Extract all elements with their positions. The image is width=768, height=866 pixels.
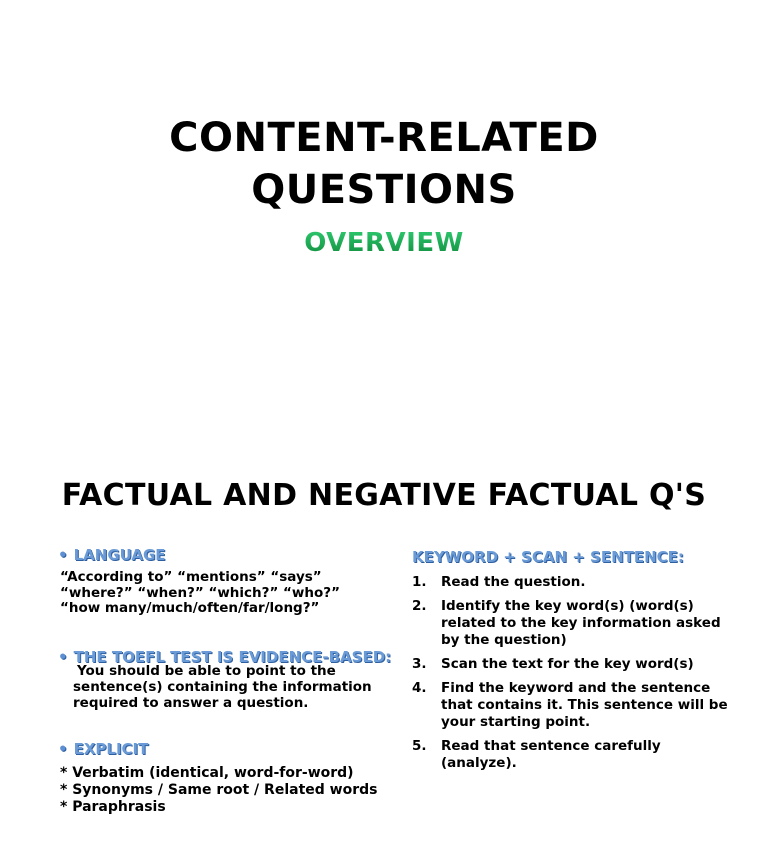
- step-item: [412, 738, 752, 772]
- step-text: [441, 574, 752, 591]
- step-number: 5.: [412, 738, 427, 754]
- title-line-2: QUESTIONS: [251, 167, 517, 213]
- toefl-line: sentence(s) containing the information: [73, 679, 372, 695]
- steps-list: [412, 574, 752, 779]
- step-item: [412, 656, 752, 673]
- list-item: * Verbatim (identical, word-for-word): [60, 765, 354, 781]
- step-text: [441, 598, 752, 649]
- list-item: * Synonyms / Same root / Related words: [60, 782, 378, 798]
- language-line: “how many/much/often/far/long?”: [60, 600, 320, 616]
- step-text: [441, 738, 752, 772]
- language-examples: [60, 570, 390, 617]
- toefl-heading-text: THE TOEFL TEST IS EVIDENCE-BASED:: [73, 648, 392, 666]
- step-number: 1.: [412, 574, 427, 590]
- explicit-heading-text: EXPLICIT: [73, 740, 149, 758]
- bullet-icon: •: [58, 546, 68, 564]
- step-line: by the question): [441, 632, 567, 648]
- language-heading-text: LANGUAGE: [73, 546, 166, 564]
- step-line: related to the key information asked: [441, 615, 721, 631]
- step-line: (analyze).: [441, 755, 517, 771]
- step-line: Scan the text for the key word(s): [441, 656, 694, 672]
- step-line: your starting point.: [441, 714, 591, 730]
- step-line: that contains it. This sentence will be: [441, 697, 728, 713]
- language-heading: [58, 546, 166, 564]
- step-number: 4.: [412, 680, 427, 696]
- step-number: 2.: [412, 598, 427, 614]
- slide-subtitle: OVERVIEW: [0, 228, 768, 258]
- step-line: Read the question.: [441, 574, 586, 590]
- step-line: Identify the key word(s) (word(s): [441, 598, 694, 614]
- bullet-icon: •: [58, 740, 68, 758]
- step-line: Read that sentence carefully: [441, 738, 661, 754]
- step-item: [412, 680, 752, 731]
- list-item: * Paraphrasis: [60, 799, 166, 815]
- language-line: “where?” “when?” “which?” “who?”: [60, 584, 340, 601]
- keyword-heading: KEYWORD + SCAN + SENTENCE:: [412, 548, 684, 566]
- toefl-description: [73, 663, 393, 711]
- language-line: “According to” “mentions” “says”: [60, 569, 322, 585]
- step-item: [412, 574, 752, 591]
- title-line-1: CONTENT-RELATED: [169, 115, 599, 161]
- step-item: [412, 598, 752, 649]
- step-number: 3.: [412, 656, 427, 672]
- section-title: FACTUAL AND NEGATIVE FACTUAL Q'S: [61, 478, 707, 513]
- step-text: [441, 680, 752, 731]
- step-text: [441, 656, 752, 673]
- explicit-list: [60, 765, 400, 816]
- step-line: Find the keyword and the sentence: [441, 680, 711, 696]
- slide-title: [0, 112, 768, 216]
- bullet-icon: •: [58, 648, 68, 666]
- explicit-heading: [58, 740, 148, 758]
- toefl-line: required to answer a question.: [73, 695, 309, 711]
- toefl-line: You should be able to point to the: [77, 663, 336, 679]
